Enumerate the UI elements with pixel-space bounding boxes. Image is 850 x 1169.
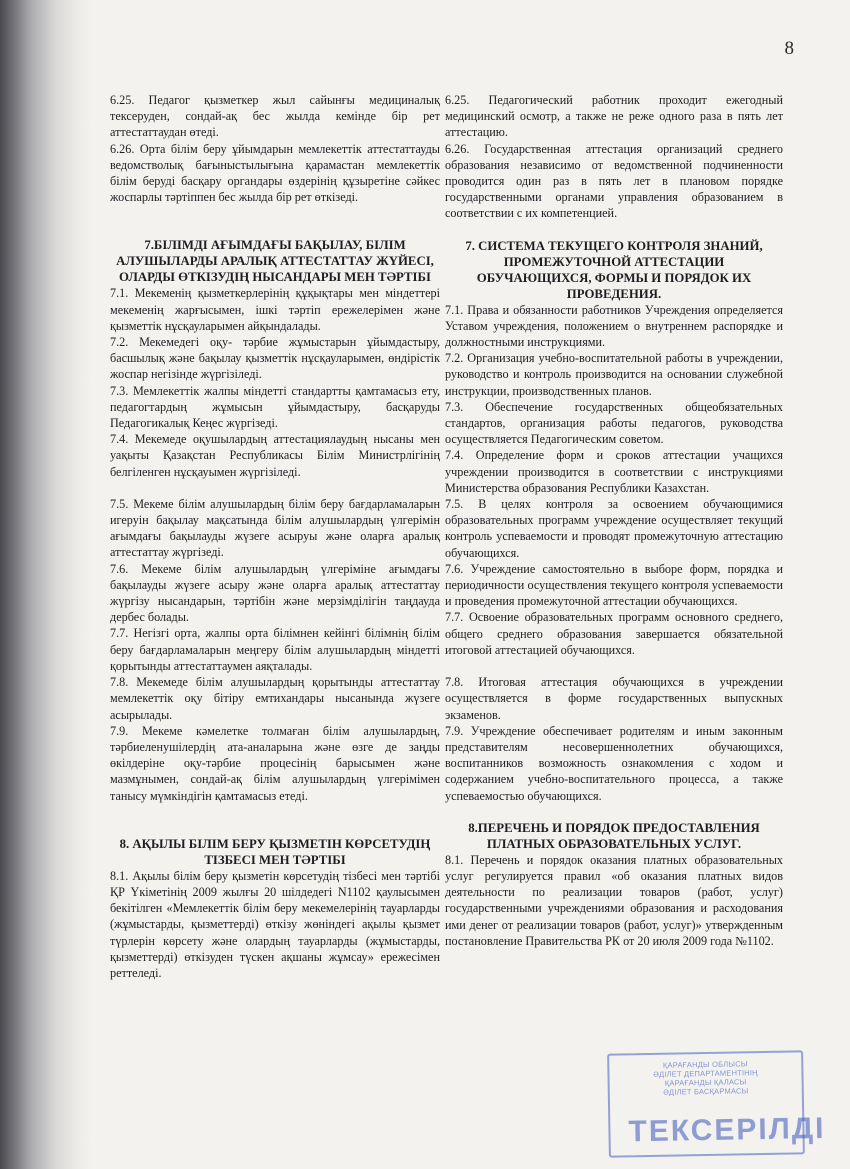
paragraph-7-7-kz: 7.7. Негізгі орта, жалпы орта білімнен кейінгі білімнің білім беру бағдарламаларын меңгеру білім алушылардың міндетті қорытынды аттестаттаумен аяқталады. <box>110 626 440 673</box>
verification-stamp <box>607 1050 826 1157</box>
paragraph-7-6-ru: 7.6. Учреждение самостоятельно в выборе форм, порядка и периодичности осуществления текущего контроля успеваемости и проведения промежуточной аттестации обучающихся. <box>445 561 783 609</box>
paragraph-7-3-ru: 7.3. Обеспечение государственных общеобязательных стандартов, организация работы педагогов, руководства осуществляется Педагогическим советом. <box>445 399 783 447</box>
paragraph-7-3-kz: 7.3. Мемлекеттік жалпы міндетті стандартты қамтамасыз ету, педагогтардың жұмысын ұйымдастыру, басқаруды Педагогикалық Кеңес жүргізеді. <box>110 383 440 431</box>
paragraph-8-1-ru: 8.1. Перечень и порядок оказания платных образовательных услуг регулируется правил «об оказания платных видов деятельности по реализации товаров (работ, услуг) государственными учреждениями образования и расходования ими денег от реализации товаров (работ, услуг)» утвержденным постановление Правительства РК от 20 июля 2009 года №1102. <box>445 852 783 948</box>
stamp-word: ТЕКСЕРІЛДІ <box>628 1111 826 1149</box>
paragraph-6-25-ru: 6.25. Педагогический работник проходит ежегодный медицинский осмотр, а также не реже одного раза в пять лет аттестацию. <box>445 93 783 140</box>
paragraph-7-7-ru: 7.7. Освоение образовательных программ основного среднего, общего среднего образования завершается обязательной итоговой аттестацией обучающихся. <box>445 610 783 657</box>
paragraph-7-5-kz: 7.5. Мекеме білім алушылардың білім беру бағдарламаларын игеруін бақылау мақсатында білім алушылардың үлгерімін ағымдағы бақылауды жүзеге асыруы және оларға аралық аттестаттау жүргізеді. <box>110 496 440 560</box>
paragraph-6-25-kz: 6.25. Педагог қызметкер жыл сайынғы медициналық тексеруден, сондай-ақ бес жылда кемінде бір рет аттестаттаудан өтеді. <box>110 93 440 140</box>
paragraph-7-8-ru: 7.8. Итоговая аттестация обучающихся в учреждении осуществляется в форме государственных выпускных экзаменов. <box>445 675 783 722</box>
paragraph-7-9-kz: 7.9. Мекеме кәмелетке толмаған білім алушылардың, тәрбиеленушілердің ата-аналарына және өзге де заңды өкілдеріне оқу-тәрбие процесінің барысымен және мазмұнымен, сондай-ақ білім алушылардың үлгерімімен танысу мүмкіндігін қамтамасыз етеді. <box>110 723 440 803</box>
stamp-line: ҚАРАҒАНДЫ ҚАЛАСЫ <box>664 1077 747 1088</box>
paragraph-7-6-kz: 7.6. Мекеме білім алушылардың үлгеріміне ағымдағы бақылауды жүзеге асыру және оларға аралық аттестаттау жүргізу нысандарын, тәртібін және мерзімділігін таңдауда дербес болады. <box>110 561 440 625</box>
paragraph-8-1-kz: 8.1. Ақылы білім беру қызметін көрсетудің тізбесі мен тәртібі ҚР Үкіметінің 2009 жылғы 20 шілдедегі N1102 қаулысымен бекітілген «Мемлекеттік білім беру мекемелерінің тауарларды (жұмыстарды, қызметтерді) өткізу жөніндегі ақылы қызмет түрлерін көрсету және олардың тауарларды (жұмыстарды, қызметтерді) өткізуден түскен ақшаны жұмсау» ережесімен реттеледі. <box>110 868 440 980</box>
kazakh-column <box>110 92 440 981</box>
stamp-line: ҚАРАҒАНДЫ ОБЛЫСЫ <box>662 1059 748 1070</box>
paragraph-6-26-kz: 6.26. Орта білім беру ұйымдарын мемлекеттік аттестаттауды ведомстволық бағыныстылығына қарамастан мемлекеттік білім беруді басқару органдары өздерінің құзыретіне сәйкес жоспарлы тәртіппен бес жылда бір рет өткізеді. <box>110 141 440 205</box>
stamp-line: ӘДІЛЕТ БАСҚАРМАСЫ <box>663 1086 749 1097</box>
paragraph-7-8-kz: 7.8. Мекемеде білім алушылардың қорытынды аттестаттау мемлекеттік оқу бітіру емтихандары нысанында жүзеге асырылады. <box>110 675 440 722</box>
scan-binding-shadow <box>0 0 92 1169</box>
paragraph-7-9-ru: 7.9. Учреждение обеспечивает родителям и иным законным представителям несовершеннолетних обучающихся, воспитанников возможность ознакомления с ходом и содержанием учебно-воспитательного процесса, а также успеваемостью обучающихся. <box>445 723 783 803</box>
paragraph-6-26-ru: 6.26. Государственная аттестация организаций среднего образования независимо от ведомственной подчиненности проводится один раз в пять лет в плановом порядке государственными органами управления образованием в соответствии с их компетенцией. <box>445 141 783 221</box>
section-8-heading-ru: 8.ПЕРЕЧЕНЬ И ПОРЯДОК ПРЕДОСТАВЛЕНИЯ ПЛАТНЫХ ОБРАЗОВАТЕЛЬНЫХ УСЛУГ. <box>468 820 760 851</box>
paragraph-7-1-ru: 7.1. Права и обязанности работников Учреждения определяется Уставом учреждения, положением о внутреннем распорядке и должностными инструкциями. <box>445 302 783 350</box>
paragraph-7-2-ru: 7.2. Организация учебно-воспитательной работы в учреждении, руководство и контроль производится на основании служебной инструкции, производственных планов. <box>445 351 783 398</box>
section-7-heading-kz: 7.БІЛІМДІ АҒЫМДАҒЫ БАҚЫЛАУ, БІЛІМ АЛУШЫЛАРДЫ АРАЛЫҚ АТТЕСТАТТАУ ЖҮЙЕСІ, ОЛАРДЫ ӨТКІЗУДІҢ НЫСАНДАРЫ МЕН ТӘРТІБІ <box>116 238 434 285</box>
page-number: 8 <box>784 38 794 59</box>
paragraph-7-1-kz: 7.1. Мекеменің қызметкерлерінің құқықтары мен міндеттері мекеменің жарғысымен, ішкі тәртіп ережелерімен және қызметтік нұсқауларымен айқындалады. <box>110 286 440 333</box>
paragraph-7-4-ru: 7.4. Определение форм и сроков аттестации учащихся учреждении производится в соответствии с инструкциями Министерства образования Республики Казахстан. <box>445 448 783 495</box>
paragraph-7-5-ru: 7.5. В целях контроля за освоением обучающимися образовательных программ учреждение осуществляет текущий контроль успеваемости и проводят промежуточную аттестацию обучающихся. <box>445 497 783 560</box>
paragraph-7-4-kz: 7.4. Мекемеде оқушылардың аттестациялаудың нысаны мен уақыты Қазақстан Республикасы Білім Министрлігінің белгіленген нұсқауымен жүргізіледі. <box>110 432 440 479</box>
stamp-line: ӘДІЛЕТ ДЕПАРТАМЕНТІНІҢ <box>653 1068 758 1079</box>
paragraph-7-2-kz: 7.2. Мекемедегі оқу- тәрбие жұмыстарын ұйымдастыру, басшылық және бақылау қызметтік нұсқауларымен, өндірістік жоспар негізінде жүргізіледі. <box>110 335 440 382</box>
russian-column <box>445 92 783 949</box>
section-7-heading-ru: 7. СИСТЕМА ТЕКУЩЕГО КОНТРОЛЯ ЗНАНИЙ, ПРОМЕЖУТОЧНОЙ АТТЕСТАЦИИ ОБУЧАЮЩИХСЯ, ФОРМЫ И ПОРЯДОК ИХ ПРОВЕДЕНИЯ. <box>465 238 763 301</box>
section-8-heading-kz: 8. АҚЫЛЫ БІЛІМ БЕРУ ҚЫЗМЕТІН КӨРСЕТУДІҢ ТІЗБЕСІ МЕН ТӘРТІБІ <box>119 836 431 867</box>
